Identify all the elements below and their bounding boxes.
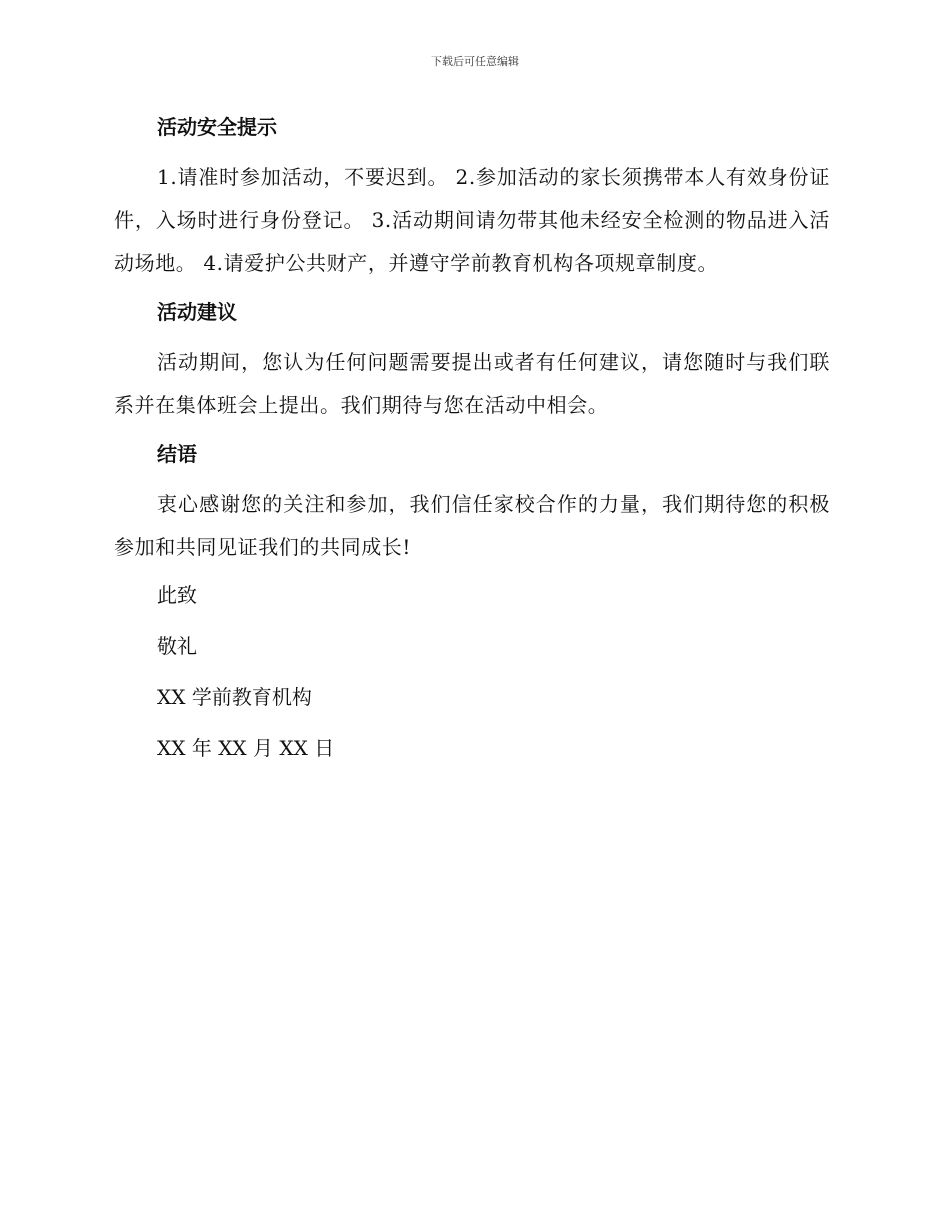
closing-signature: XX 学前教育机构 bbox=[157, 685, 312, 709]
section-body-safety: 1.请准时参加活动，不要迟到。 2.参加活动的家长须携带本人有效身份证件，入场时进行身份登记。 3.活动期间请勿带其他未经安全检测的物品进入活动场地。 4.请爱护公共财产，并遵守学前教育机构各项规章制度。 bbox=[114, 165, 830, 275]
page-header-note: 下载后可任意编辑 bbox=[431, 55, 519, 68]
document-body bbox=[114, 108, 830, 781]
section-title-suggestions: 活动建议 bbox=[157, 300, 237, 324]
section-body-suggestions: 活动期间，您认为任何问题需要提出或者有任何建议，请您随时与我们联系并在集体班会上提出。我们期待与您在活动中相会。 bbox=[114, 350, 830, 417]
closing-salutation: 此致 bbox=[157, 583, 197, 607]
section-title-safety: 活动安全提示 bbox=[157, 115, 277, 139]
section-title-conclusion: 结语 bbox=[157, 442, 197, 466]
closing-date: XX 年 XX 月 XX 日 bbox=[157, 736, 335, 760]
section-body-conclusion: 衷心感谢您的关注和参加，我们信任家校合作的力量，我们期待您的积极参加和共同见证我们的共同成长! bbox=[114, 492, 830, 559]
closing-regards: 敬礼 bbox=[157, 634, 197, 658]
